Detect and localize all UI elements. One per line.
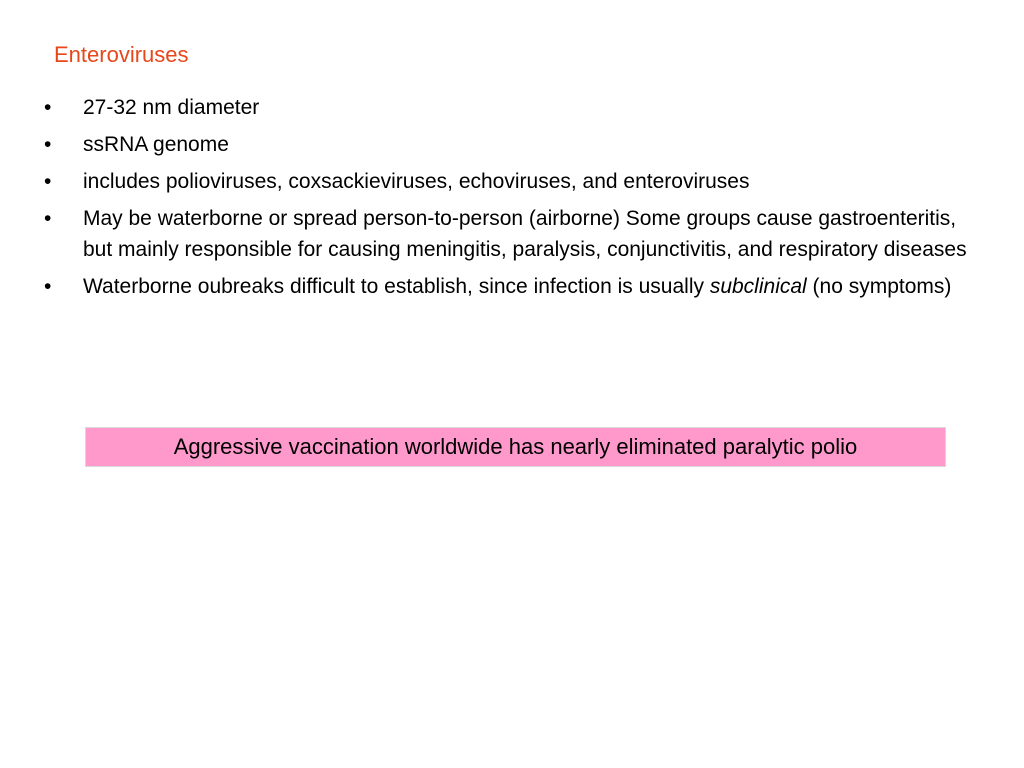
bullet-dot-icon: • xyxy=(44,96,52,119)
bullet-item-outbreaks xyxy=(44,271,984,302)
bullet-text-after: (no symptoms) xyxy=(806,275,952,298)
bullet-text: 27-32 nm diameter xyxy=(83,96,260,119)
bullet-text: ssRNA genome xyxy=(83,133,229,156)
bullet-dot-icon: • xyxy=(44,207,52,230)
bullet-item-genome xyxy=(44,129,984,160)
slide-title: Enteroviruses xyxy=(54,42,189,67)
bullet-item-includes xyxy=(44,166,984,197)
bullet-list xyxy=(44,92,984,308)
callout-text: Aggressive vaccination worldwide has nearly eliminated paralytic polio xyxy=(173,434,858,459)
bullet-item-diameter xyxy=(44,92,984,123)
bullet-text-before: Waterborne oubreaks difficult to establish, since infection is usually xyxy=(83,275,710,298)
bullet-dot-icon: • xyxy=(44,275,52,298)
bullet-text xyxy=(83,275,951,298)
bullet-text-emphasis: subclinical xyxy=(709,275,807,298)
bullet-dot-icon: • xyxy=(44,170,52,193)
bullet-text: includes polioviruses, coxsackieviruses, echoviruses, and enteroviruses xyxy=(83,170,750,193)
bullet-dot-icon: • xyxy=(44,133,52,156)
bullet-text: May be waterborne or spread person-to-person (airborne) Some groups cause gastroenteritis, but mainly responsible for causing meningitis, paralysis, conjunctivitis, and respiratory diseases xyxy=(83,207,967,261)
bullet-item-transmission xyxy=(44,203,984,265)
callout-box xyxy=(85,427,946,467)
